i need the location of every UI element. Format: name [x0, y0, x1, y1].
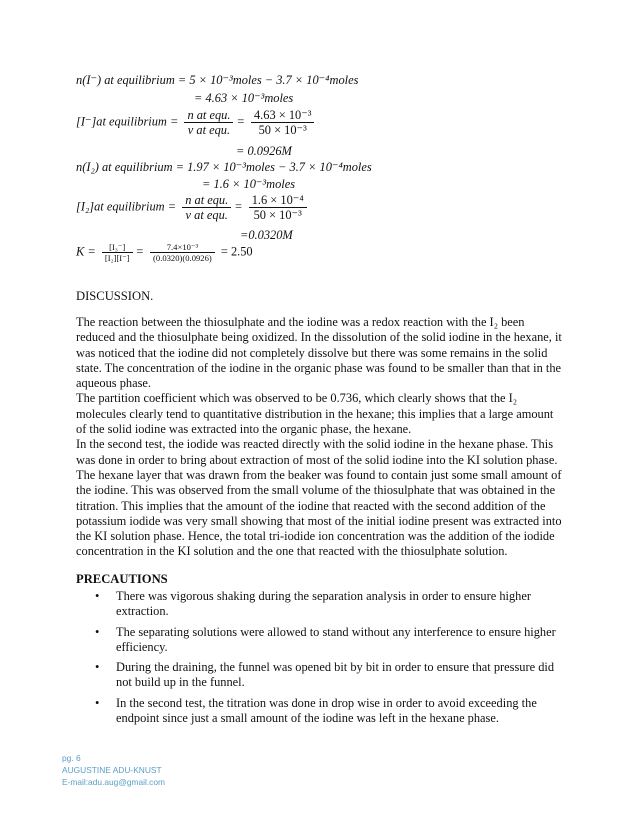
fraction: [251, 108, 315, 137]
equation-lhs: [I⁻]at equilibrium =: [76, 114, 179, 129]
fraction-denominator: 50 × 10⁻³: [258, 123, 307, 137]
list-item: [95, 660, 565, 691]
page-number: pg. 6: [62, 753, 81, 763]
equation-lhs: n(I⁻) at equilibrium: [76, 73, 175, 87]
equation-lhs: K =: [76, 244, 96, 259]
equation-equilibrium-constant: K = $\frac{\text{[I₃⁻]}}{\text{[I₂][I⁻]}}$ = $\frac{\text{7.4×10⁻³}}{(0.0320)(0.0926)}$ = 2.50: [76, 242, 253, 263]
discussion-paragraph: In the second test, the iodide was reacted directly with the solid iodine in the hexane phase. This was done in order to bring about extraction of most of the solid iodine into the KI solution phase. The hexane layer that was drawn from the beaker was found to contain just some small amount of the iodine. This was observed from the small volume of the thiosulphate that was obtained in the titration. This implies that the amount of the iodine that reacted with the second addition of the potassium iodide was very small showing that most of the initial iodine present was extracted into the KI solution phase. Hence, the total tri-iodide ion concentration was the addition of the iodide concentration in the KI solution and the one that reacted with the thiosulphate solution.: [76, 437, 562, 559]
discussion-paragraph: The reaction between the thiosulphate and the iodine was a redox reaction with the I₂ been reduced and the thiosulphate being oxidized. In the dissolution of the solid iodine in the hexane, it was noticed that the iodine did not completely dissolve but there was some remains in the solid state. The concentration of the iodine in the organic phase was found to be smaller than that in the aqueous phase.: [76, 315, 562, 391]
fraction: [102, 242, 133, 263]
equation-lhs: [I₂]at equilibrium =: [76, 199, 177, 214]
list-item: [95, 625, 565, 656]
list-item: [95, 589, 565, 620]
list-item: [95, 696, 565, 727]
list-item-text: In the second test, the titration was done in drop wise in order to avoid exceeding the endpoint since just a small amount of the iodine was left in the hexane phase.: [116, 695, 537, 726]
footer-author: AUGUSTINE ADU-KNUST: [62, 765, 162, 775]
list-item-text: There was vigorous shaking during the separation analysis in order to ensure higher extraction.: [116, 589, 531, 619]
discussion-heading: DISCUSSION.: [76, 289, 154, 303]
equation-conc-iodine-result: =0.0320M: [240, 228, 293, 242]
equation-rhs: = 1.97 × 10⁻³moles − 3.7 × 10⁻⁴moles: [175, 160, 372, 174]
bullet-icon: •: [95, 589, 100, 603]
fraction: [150, 242, 215, 263]
equation-n-iodide: [76, 73, 358, 87]
fraction-numerator: [I₃⁻]: [102, 242, 133, 253]
equation-conc-iodine: [I₂]at equilibrium = $\frac{\text{n at equ.}}{\text{v at equ.}}$ = $\frac{\text{1.6 × 10⁻⁴}}{\text{50 × 10⁻³}}$: [76, 193, 310, 222]
bullet-icon: •: [95, 624, 100, 639]
fraction: [184, 108, 233, 137]
list-item-text: The separating solutions were allowed to stand without any interference to ensure higher efficiency.: [116, 624, 556, 654]
discussion-body: [76, 315, 564, 560]
fraction-denominator: v at equ.: [187, 123, 231, 137]
fraction: [249, 193, 307, 222]
equation-n-iodide-result: = 4.63 × 10⁻³moles: [194, 91, 294, 105]
fraction-numerator: 4.63 × 10⁻³: [251, 108, 315, 123]
discussion-paragraph: The partition coefficient which was observed to be 0.736, which clearly shows that the I₂ molecules clearly tend to quantitative distribution in the hexane; this implies that a large amount of the solid iodine was extracted into the organic phase, the hexane.: [76, 391, 554, 437]
equation-rhs: = 5 × 10⁻³moles − 3.7 × 10⁻⁴moles: [177, 73, 359, 87]
precautions-heading: PRECAUTIONS: [76, 572, 168, 586]
fraction: [182, 193, 231, 222]
bullet-icon: •: [95, 660, 100, 675]
fraction-numerator: n at equ.: [182, 193, 231, 208]
page-footer: [62, 752, 165, 788]
equation-n-iodine: [76, 160, 372, 174]
fraction-numerator: 7.4×10⁻³: [150, 242, 215, 253]
equation-conc-iodide-result: = 0.0926M: [236, 144, 292, 158]
equation-n-iodine-result: = 1.6 × 10⁻³moles: [202, 177, 296, 191]
fraction-denominator: v at equ.: [185, 208, 228, 222]
equation-lhs: n(I₂) at equilibrium: [76, 160, 173, 174]
fraction-denominator: 50 × 10⁻³: [253, 208, 302, 222]
fraction-numerator: n at equ.: [184, 108, 233, 123]
fraction-denominator: (0.0320)(0.0926): [153, 253, 212, 263]
precautions-list: [95, 589, 565, 731]
equation-result: = 2.50: [220, 244, 253, 259]
equation-conc-iodide: [I⁻]at equilibrium = $\frac{\text{n at equ.}}{\text{v at equ.}}$ = $\frac{\text{4.63 × 10⁻³}}{\text{50 × 10⁻³}}$: [76, 108, 317, 137]
fraction-denominator: [I₂][I⁻]: [104, 253, 130, 263]
footer-email: E-mail:adu.aug@gmail.com: [62, 777, 165, 787]
fraction-numerator: 1.6 × 10⁻⁴: [249, 193, 307, 208]
bullet-icon: •: [95, 695, 100, 710]
list-item-text: During the draining, the funnel was opened bit by bit in order to ensure that pressure did not build up in the funnel.: [116, 660, 555, 690]
